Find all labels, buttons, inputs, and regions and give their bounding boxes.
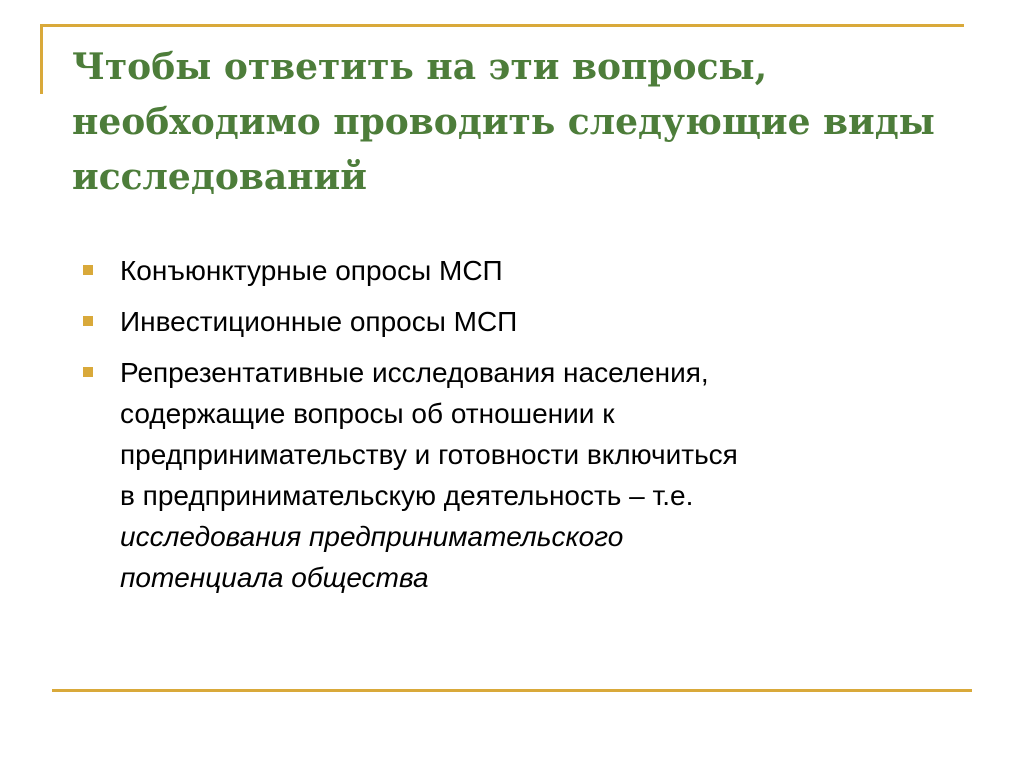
- bullet-text: Конъюнктурные опросы МСП: [120, 255, 503, 286]
- bullet-list: [80, 250, 960, 608]
- top-divider-line: [40, 24, 964, 27]
- bullet-item-business-surveys: [80, 250, 960, 291]
- bullet-emphasis-line: исследования предпринимательского: [120, 521, 624, 552]
- bullet-text-line: Репрезентативные исследования населения,: [120, 357, 709, 388]
- left-divider-line: [40, 24, 43, 94]
- bullet-item-population-studies: [80, 352, 960, 598]
- bullet-item-investment-surveys: [80, 301, 960, 342]
- slide-title-line: Чтобы ответить на эти вопросы,: [72, 46, 768, 88]
- bullet-text-line: предпринимательству и готовности включиться: [120, 439, 738, 470]
- bottom-divider-line: [52, 689, 972, 692]
- bullet-text: Инвестиционные опросы МСП: [120, 306, 518, 337]
- square-bullet-icon: [83, 367, 93, 377]
- square-bullet-icon: [83, 316, 93, 326]
- bullet-text-line: в предпринимательскую деятельность – т.е.: [120, 480, 694, 511]
- bullet-emphasis-line: потенциала общества: [120, 562, 429, 593]
- square-bullet-icon: [83, 265, 93, 275]
- slide-title-line: исследований: [72, 156, 367, 198]
- slide-title: [72, 40, 972, 205]
- slide-title-line: необходимо проводить следующие виды: [72, 101, 935, 143]
- bullet-text-line: содержащие вопросы об отношении к: [120, 398, 615, 429]
